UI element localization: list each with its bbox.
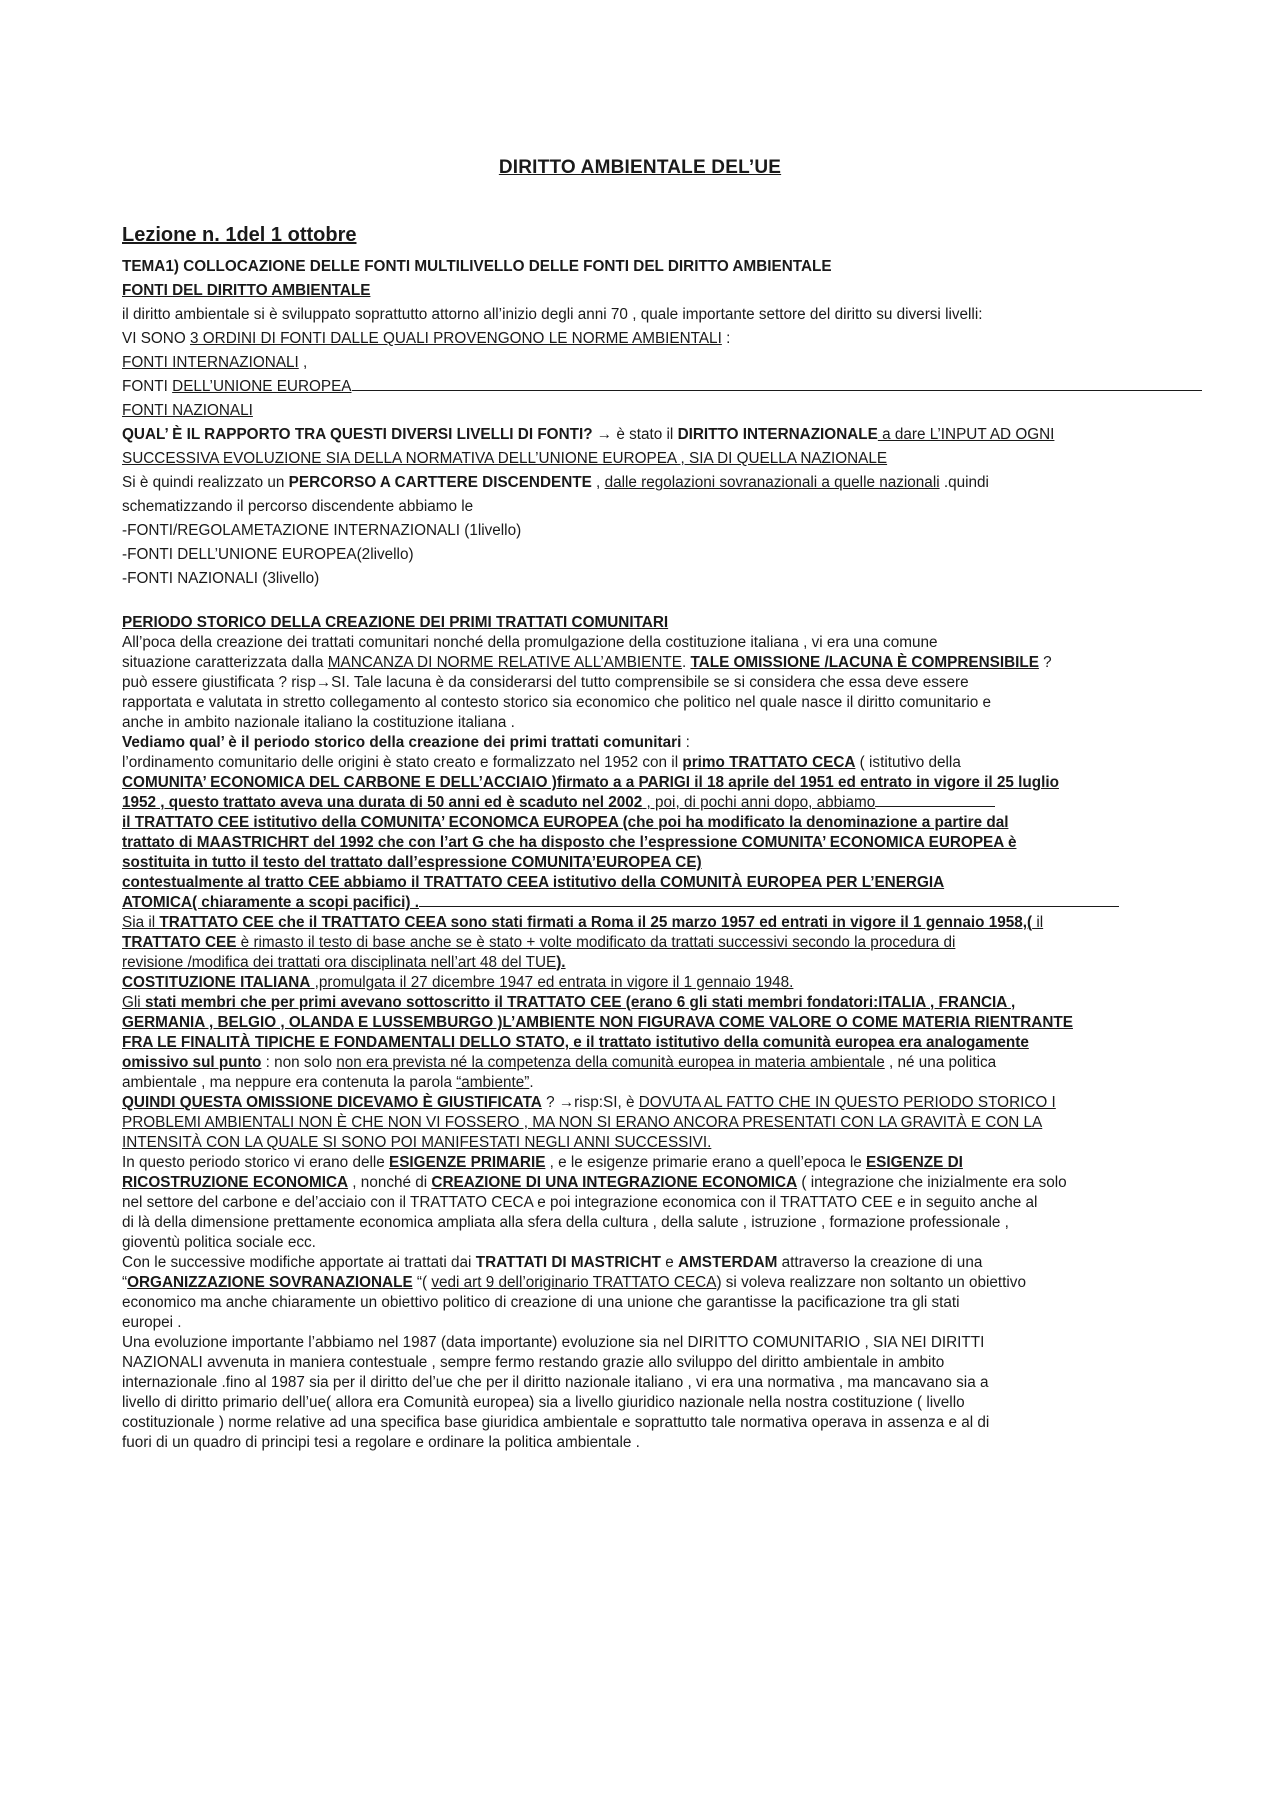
paragraph: Gli stati membri che per primi avevano sottoscritto il TRATTATO CEE (erano 6 gli stati membri fondatori:ITALIA , FRANCIA , [122,994,1016,1011]
paragraph: TRATTATO CEE è rimasto il testo di base anche se è stato + volte modificato da trattati successivi secondo la procedura di [122,934,956,951]
paragraph: costituzionale ) norme relative ad una specifica base giuridica ambientale e soprattutto tale normativa operava in assenza e al di [122,1414,990,1431]
paragraph: PROBLEMI AMBIENTALI NON È CHE NON VI FOSSERO , MA NON SI ERANO ANCORA PRESENTATI CON LA GRAVITÀ E CON LA [122,1114,1043,1131]
paragraph: europei . [122,1314,182,1331]
paragraph: COSTITUZIONE ITALIANA ,promulgata il 27 dicembre 1947 ed entrata in vigore il 1 gennaio 1948. [122,974,794,991]
paragraph: il TRATTATO CEE istitutivo della COMUNITA’ ECONOMCA EUROPEA (che poi ha modificato la denominazione a partire dal [122,814,1009,831]
paragraph: rapportata e valutata in stretto collegamento al contesto storico sia economico che politico nel quale nasce il diritto comunitario e [122,694,992,711]
paragraph: Una evoluzione importante l’abbiamo nel 1987 (data importante) evoluzione sia nel DIRITTO COMUNITARIO , SIA NEI DIRITTI [122,1334,985,1351]
lesson-heading: Lezione n. 1del 1 ottobre [122,224,357,246]
list-item: FONTI DELL’UNIONE EUROPEA [122,375,1172,399]
document-title: DIRITTO AMBIENTALE DEL’UE [498,157,782,178]
paragraph: Sia il TRATTATO CEE che il TRATTATO CEEA sono stati firmati a Roma il 25 marzo 1957 ed entrati in vigore il 1 gennaio 1958,( il [122,914,1044,931]
document-body [122,255,1172,1453]
paragraph: NAZIONALI avvenuta in maniera contestuale , sempre fermo restando grazie allo sviluppo del diritto ambientale in ambito [122,1354,945,1371]
paragraph: economico ma anche chiaramente un obiettivo politico di creazione di una unione che garantisse la pacificazione tra gli stati [122,1294,960,1311]
list-item: -FONTI NAZIONALI (3livello) [122,570,320,587]
paragraph: schematizzando il percorso discendente abbiamo le [122,498,474,515]
paragraph: ATOMICA( chiaramente a scopi pacifici) . [122,893,1172,913]
paragraph: anche in ambito nazionale italiano la costituzione italiana . [122,714,515,731]
paragraph: Vediamo qual’ è il periodo storico della creazione dei primi trattati comunitari : [122,734,690,751]
paragraph: 1952 , questo trattato aveva una durata di 50 anni ed è scaduto nel 2002 , poi, di pochi anni dopo, abbiamo [122,793,1172,813]
paragraph: fuori di un quadro di principi tesi a regolare e ordinare la politica ambientale . [122,1434,640,1451]
paragraph: “ORGANIZZAZIONE SOVRANAZIONALE “( vedi art 9 dell’originario TRATTATO CECA) si voleva realizzare non soltanto un obiettivo [122,1274,1026,1291]
arrow-right-icon: → [558,1094,575,1111]
paragraph: Con le successive modifiche apportate ai trattati dai TRATTATI DI MASTRICHT e AMSTERDAM attraverso la creazione di una [122,1254,983,1271]
paragraph: RICOSTRUZIONE ECONOMICA , nonché di CREAZIONE DI UNA INTEGRAZIONE ECONOMICA ( integrazione che inizialmente era solo [122,1174,1067,1191]
paragraph: Si è quindi realizzato un PERCORSO A CARTTERE DISCENDENTE , dalle regolazioni sovranazionali a quelle nazionali .quindi [122,474,989,491]
paragraph: il diritto ambientale si è sviluppato soprattutto attorno all’inizio degli anni 70 , quale importante settore del diritto su diversi livelli: [122,306,983,323]
paragraph: nel settore del carbone e del’acciaio con il TRATTATO CECA e poi integrazione economica con il TRATTATO CEE e in seguito anche al [122,1194,1038,1211]
list-item: -FONTI/REGOLAMETAZIONE INTERNAZIONALI (1livello) [122,522,522,539]
paragraph: COMUNITA’ ECONOMICA DEL CARBONE E DELL’ACCIAIO )firmato a a PARIGI il 18 aprile del 1951 ed entrato in vigore il 25 luglio [122,774,1059,791]
paragraph: QUINDI QUESTA OMISSIONE DICEVAMO È GIUSTIFICATA ? →risp:SI, è DOVUTA AL FATTO CHE IN QUESTO PERIODO STORICO I [122,1094,1056,1111]
paragraph: revisione /modifica dei trattati ora disciplinata nell’art 48 del TUE). [122,954,566,971]
paragraph: VI SONO 3 ORDINI DI FONTI DALLE QUALI PROVENGONO LE NORME AMBIENTALI : [122,330,731,347]
arrow-right-icon: → [592,426,617,443]
periodo-heading: PERIODO STORICO DELLA CREAZIONE DEI PRIMI TRATTATI COMUNITARI [122,614,669,631]
list-item: -FONTI DELL’UNIONE EUROPEA(2livello) [122,546,414,563]
paragraph: All’poca della creazione dei trattati comunitari nonché della promulgazione della costituzione italiana , vi era una comune [122,634,938,651]
paragraph: l’ordinamento comunitario delle origini è stato creato e formalizzato nel 1952 con il primo TRATTATO CECA ( istitutivo della [122,754,961,771]
paragraph: sostituita in tutto il testo del trattato dall’espressione COMUNITA’EUROPEA CE) [122,854,702,871]
paragraph: situazione caratterizzata dalla MANCANZA DI NORME RELATIVE ALL’AMBIENTE. TALE OMISSIONE /LACUNA È COMPRENSIBILE ? [122,654,1052,671]
paragraph: INTENSITÀ CON LA QUALE SI SONO POI MANIFESTATI NEGLI ANNI SUCCESSIVI. [122,1134,712,1151]
paragraph: livello di diritto primario dell’ue( allora era Comunità europea) sia a livello giuridico nazionale nella nostra costituzione ( livello [122,1394,965,1411]
paragraph: GERMANIA , BELGIO , OLANDA E LUSSEMBURGO )L’AMBIENTE NON FIGURAVA COME VALORE O COME MATERIA RIENTRANTE [122,1014,1073,1031]
paragraph: FRA LE FINALITÀ TIPICHE E FONDAMENTALI DELLO STATO, e il trattato istitutivo della comunità europea era analogamente [122,1034,1029,1051]
list-item: FONTI INTERNAZIONALI , [122,354,308,371]
paragraph: di là della dimensione prettamente economica ampliata alla sfera della cultura , della salute , istruzione , formazione professionale , [122,1214,1009,1231]
paragraph: può essere giustificata ? risp→SI. Tale lacuna è da considerarsi del tutto comprensibile se si considera che essa deve essere [122,674,969,691]
paragraph: omissivo sul punto : non solo non era prevista né la competenza della comunità europea in materia ambientale , né una politica [122,1054,997,1071]
paragraph: gioventù politica sociale ecc. [122,1234,316,1251]
paragraph: internazionale .fino al 1987 sia per il diritto del’ue che per il diritto nazionale italiano , vi era una normativa , ma mancavano sia a [122,1374,989,1391]
paragraph: SUCCESSIVA EVOLUZIONE SIA DELLA NORMATIVA DELL’UNIONE EUROPEA , SIA DI QUELLA NAZIONALE [122,450,888,467]
paragraph: ambientale , ma neppure era contenuta la parola “ambiente”. [122,1074,534,1091]
fonti-heading: FONTI DEL DIRITTO AMBIENTALE [122,282,371,299]
question-paragraph: QUAL’ È IL RAPPORTO TRA QUESTI DIVERSI LIVELLI DI FONTI? → è stato il DIRITTO INTERNAZIONALE a dare L’INPUT AD OGNI [122,426,1055,443]
tema-heading: TEMA1) COLLOCAZIONE DELLE FONTI MULTILIVELLO DELLE FONTI DEL DIRITTO AMBIENTALE [122,258,832,275]
paragraph: trattato di MAASTRICHRT del 1992 che con l’art G che ha disposto che l’espressione COMUNITA’ ECONOMICA EUROPEA è [122,834,1017,851]
paragraph: In questo periodo storico vi erano delle ESIGENZE PRIMARIE , e le esigenze primarie erano a quell’epoca le ESIGENZE DI [122,1154,963,1171]
paragraph: contestualmente al tratto CEE abbiamo il TRATTATO CEEA istitutivo della COMUNITÀ EUROPEA PER L’ENERGIA [122,874,945,891]
list-item: FONTI NAZIONALI [122,402,253,419]
arrow-right-icon: → [315,674,332,691]
